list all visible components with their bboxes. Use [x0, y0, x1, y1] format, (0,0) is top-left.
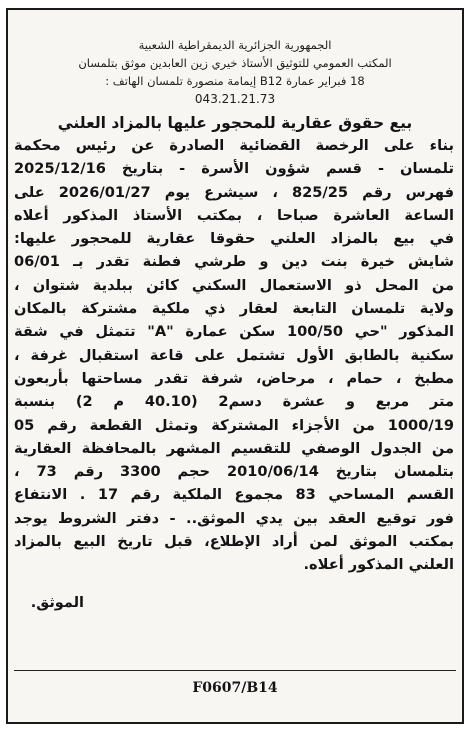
body-line: في بيع بالمزاد العلني حقوقا عقارية للمحجور عليها:: [14, 230, 454, 248]
announcement-body: [8, 134, 462, 577]
body-line: 1000/19 من الأجزاء المشتركة وتمثل القطعة رقم 05: [14, 416, 454, 434]
office-phone: 043.21.21.73: [194, 92, 276, 106]
republic-line: الجمهورية الجزائرية الديمقراطية الشعبية: [138, 38, 332, 52]
body-line-last: العلني المذكور أعلاه.: [303, 556, 454, 574]
body-line: فهرس رقم 825/25 ، سيشرع يوم 2026/01/27 على: [14, 183, 454, 201]
body-line: بتلمسان بتاريخ 2010/06/14 حجم 3300 رقم 73 ،: [14, 463, 454, 481]
body-line: تلمسان - قسم شؤون الأسرة - بتاريخ 2025/12/16: [14, 160, 454, 178]
notary-signature: الموثق.: [30, 594, 84, 611]
body-line: شايش خيرة بنت دين و طرشي فطنة تقدر بـ 06/01: [14, 253, 454, 271]
announcement-frame: [6, 8, 464, 724]
body-line: فور توقيع العقد بين يدي الموثق.. - دفتر الشروط يوجد: [14, 509, 454, 527]
office-address-line: 18 فبراير عمارة B12 إيمامة منصورة تلمسان الهاتف :: [105, 74, 365, 88]
body-line: الساعة العاشرة صباحا ، بمكتب الأستاذ المذكور أعلاه: [14, 206, 454, 224]
footer-divider: [14, 670, 456, 671]
body-line: من الجدول الوصفي للتقسيم المشهر بالمحافظة العقارية: [14, 439, 454, 457]
body-line: سكنية بالطابق الأول تشتمل على قاعة استقبال غرفة ،: [14, 346, 454, 364]
body-line: المذكور "حي 100/50 سكن عمارة "A" تتمثل في شقة: [14, 323, 454, 341]
office-header: [8, 36, 462, 108]
announcement-title: بيع حقوق عقارية للمحجور عليها بالمزاد العلني: [57, 114, 413, 132]
body-line: بناء على الرخصة القضائية الصادرة عن رئيس محكمة: [14, 137, 454, 154]
body-line: بمكتب الموثق لمن أراد الإطلاع، قبل تاريخ البيع بالمزاد: [14, 533, 454, 551]
body-line: مطبخ ، حمام ، مرحاض، شرفة تقدر مساحتها بأربعون: [14, 369, 454, 387]
body-line: من المحل ذو الاستعمال السكني كائن ببلدية شتوان ،: [14, 276, 454, 294]
reference-code: F0607/B14: [192, 680, 278, 696]
body-line: ولاية تلمسان التابعة لعقار ذي ملكية مشتركة بالمكان: [14, 300, 454, 318]
body-line: القسم المساحي 83 مجموع الملكية رقم 17 . الانتفاع: [14, 486, 454, 504]
body-line: متر مربع و عشرة دسم2 (40.10 م 2) بنسبة: [14, 393, 454, 411]
office-name-line: المكتب العمومي للتوثيق الأستاذ خيري زين العابدين موثق بتلمسان: [78, 56, 392, 70]
